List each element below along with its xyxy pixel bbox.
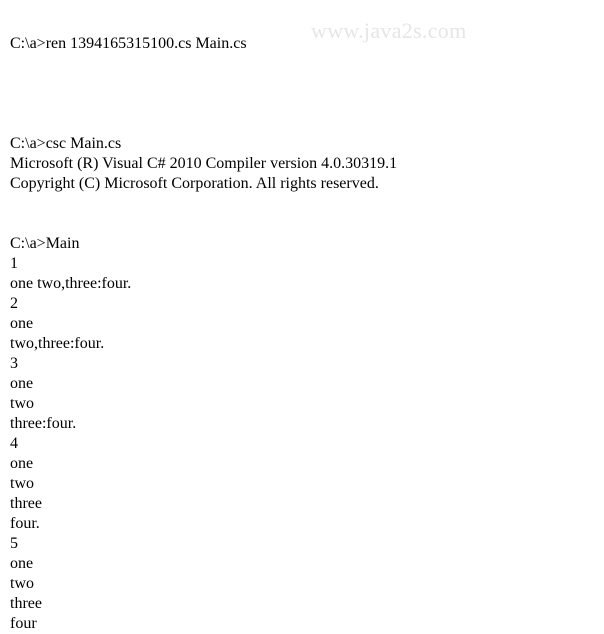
- output-line: two: [10, 575, 34, 592]
- output-line: four.: [10, 515, 40, 532]
- output-line: one: [10, 375, 34, 392]
- output-line: two: [10, 395, 34, 412]
- output-line: three:four.: [10, 415, 77, 432]
- compiler-banner-line: Microsoft (R) Visual C# 2010 Compiler version 4.0.30319.1: [10, 155, 398, 172]
- output-line: two: [10, 475, 34, 492]
- output-line: one: [10, 555, 34, 572]
- output-line: two,three:four.: [10, 335, 105, 352]
- output-line: one: [10, 455, 34, 472]
- copyright-line: Copyright (C) Microsoft Corporation. All rights reserved.: [10, 175, 379, 192]
- watermark: www.java2s.com: [311, 18, 467, 43]
- output-line: four: [10, 615, 37, 632]
- output-line: 1: [10, 255, 18, 272]
- output-line: three: [10, 495, 42, 512]
- output-line: 2: [10, 295, 18, 312]
- rename-command-line: C:\a>ren 1394165315100.cs Main.cs: [10, 35, 247, 52]
- run-command-line: C:\a>Main: [10, 235, 80, 252]
- output-line: 3: [10, 355, 18, 372]
- output-line: three: [10, 595, 42, 612]
- compile-command-line: C:\a>csc Main.cs: [10, 135, 122, 152]
- output-line: one two,three:four.: [10, 275, 132, 292]
- output-line: one: [10, 315, 34, 332]
- output-line: 4: [10, 435, 18, 452]
- output-line: 5: [10, 535, 18, 552]
